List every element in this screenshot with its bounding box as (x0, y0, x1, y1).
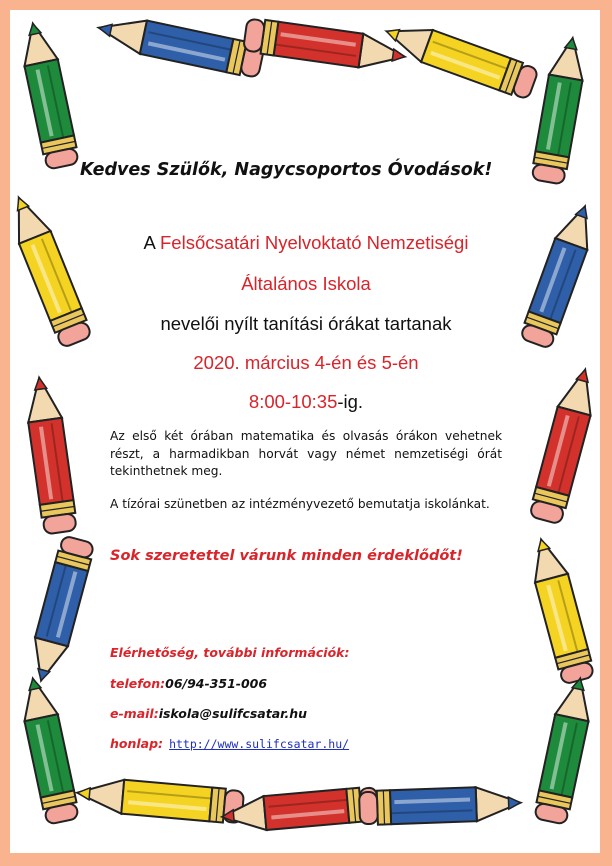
greeting-heading: Kedves Szülők, Nagycsoportos Óvodások! (80, 160, 493, 180)
phone-line (110, 676, 267, 691)
email-value[interactable]: iskola@sulifcsatar.hu (158, 706, 308, 721)
website-link[interactable]: http://www.sulifcsatar.hu/ (169, 737, 350, 751)
event-line: nevelői nyílt tanítási órákat tartanak (160, 313, 452, 334)
web-label: honlap: (110, 736, 164, 751)
time-text: 8:00-10:35 (248, 391, 338, 412)
time-line (100, 391, 512, 413)
email-line (110, 706, 307, 721)
article-text: A (143, 232, 155, 253)
program-paragraph: Az első két órában matematika és olvasás órákon vehetnek részt, a harmadikban horvát vagy német nemzetiségi órát tekinthetnek meg. (110, 429, 502, 478)
email-label: e-mail: (110, 706, 159, 721)
school-name-line-2: Általános Iskola (241, 273, 371, 294)
contact-heading-text: Elérhetőség, további információk: (110, 645, 350, 660)
school-name-part-1: Felsőcsatári Nyelvoktató Nemzetiségi (160, 232, 469, 253)
date-line: 2020. március 4-én és 5-én (193, 352, 419, 373)
phone-value: 06/94-351-006 (165, 676, 268, 691)
break-paragraph: A tízórai szünetben az intézményvezető bemutatja iskolánkat. (110, 497, 490, 511)
web-line (110, 736, 349, 751)
phone-label: telefon: (110, 676, 166, 691)
welcome-slogan: Sok szeretettel várunk minden érdeklődőt! (110, 548, 463, 564)
school-name-line-1 (100, 232, 512, 254)
contact-heading (110, 645, 349, 660)
time-suffix: -ig. (337, 391, 364, 412)
